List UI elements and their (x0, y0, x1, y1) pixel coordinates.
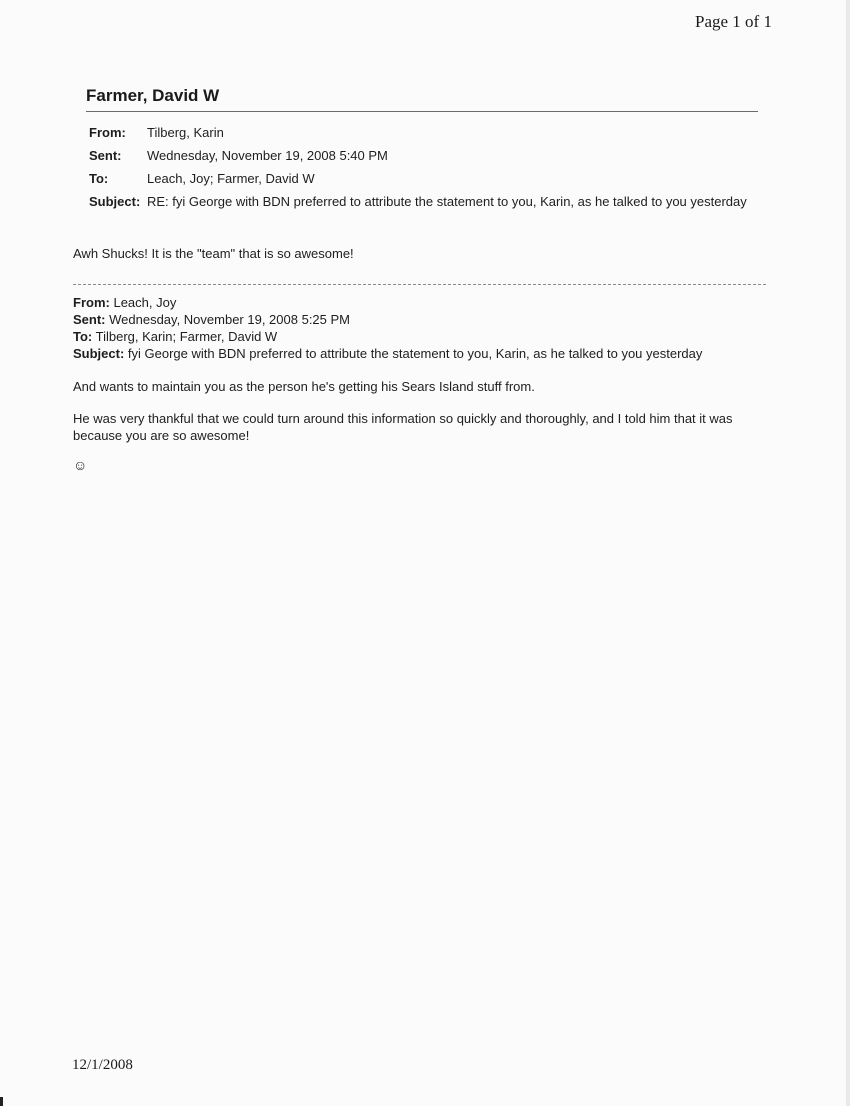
original-to-row (73, 328, 773, 345)
to-label: To: (73, 329, 93, 344)
subject-value: RE: fyi George with BDN preferred to attribute the statement to you, Karin, as he talked to you yesterday (147, 194, 747, 209)
original-from-row (73, 294, 773, 311)
mailbox-owner-heading: Farmer, David W (86, 86, 220, 105)
from-label: From: (89, 125, 126, 140)
from-label: From: (73, 295, 110, 310)
scan-mark (0, 1097, 3, 1106)
subject-label: Subject: (73, 346, 125, 361)
page-number: Page 1 of 1 (695, 12, 772, 31)
to-label: To: (89, 171, 109, 186)
sent-value: Wednesday, November 19, 2008 5:40 PM (147, 148, 388, 163)
original-paragraph-1: And wants to maintain you as the person he's getting his Sears Island stuff from. (73, 379, 535, 394)
to-value: Leach, Joy; Farmer, David W (147, 171, 315, 186)
message-separator (73, 284, 766, 285)
from-value: Leach, Joy (113, 295, 177, 310)
sent-value: Wednesday, November 19, 2008 5:25 PM (109, 312, 351, 327)
original-sent-row (73, 311, 773, 328)
sent-label: Sent: (89, 148, 122, 163)
original-subject-row (73, 345, 773, 362)
original-paragraph-2: He was very thankful that we could turn around this information so quickly and thoroughly, and I told him that it was because you are so awesome! (73, 411, 733, 443)
to-value: Tilberg, Karin; Farmer, David W (95, 329, 278, 344)
scan-edge (846, 0, 850, 1106)
subject-label: Subject: (89, 194, 141, 209)
sent-label: Sent: (73, 312, 106, 327)
from-value: Tilberg, Karin (147, 125, 224, 140)
heading-divider (86, 111, 758, 112)
print-date: 12/1/2008 (72, 1057, 133, 1073)
subject-value: fyi George with BDN preferred to attribute the statement to you, Karin, as he talked to you yesterday (127, 346, 703, 361)
reply-body: Awh Shucks! It is the "team" that is so awesome! (73, 246, 354, 261)
smiley-icon: ☺ (73, 457, 88, 473)
